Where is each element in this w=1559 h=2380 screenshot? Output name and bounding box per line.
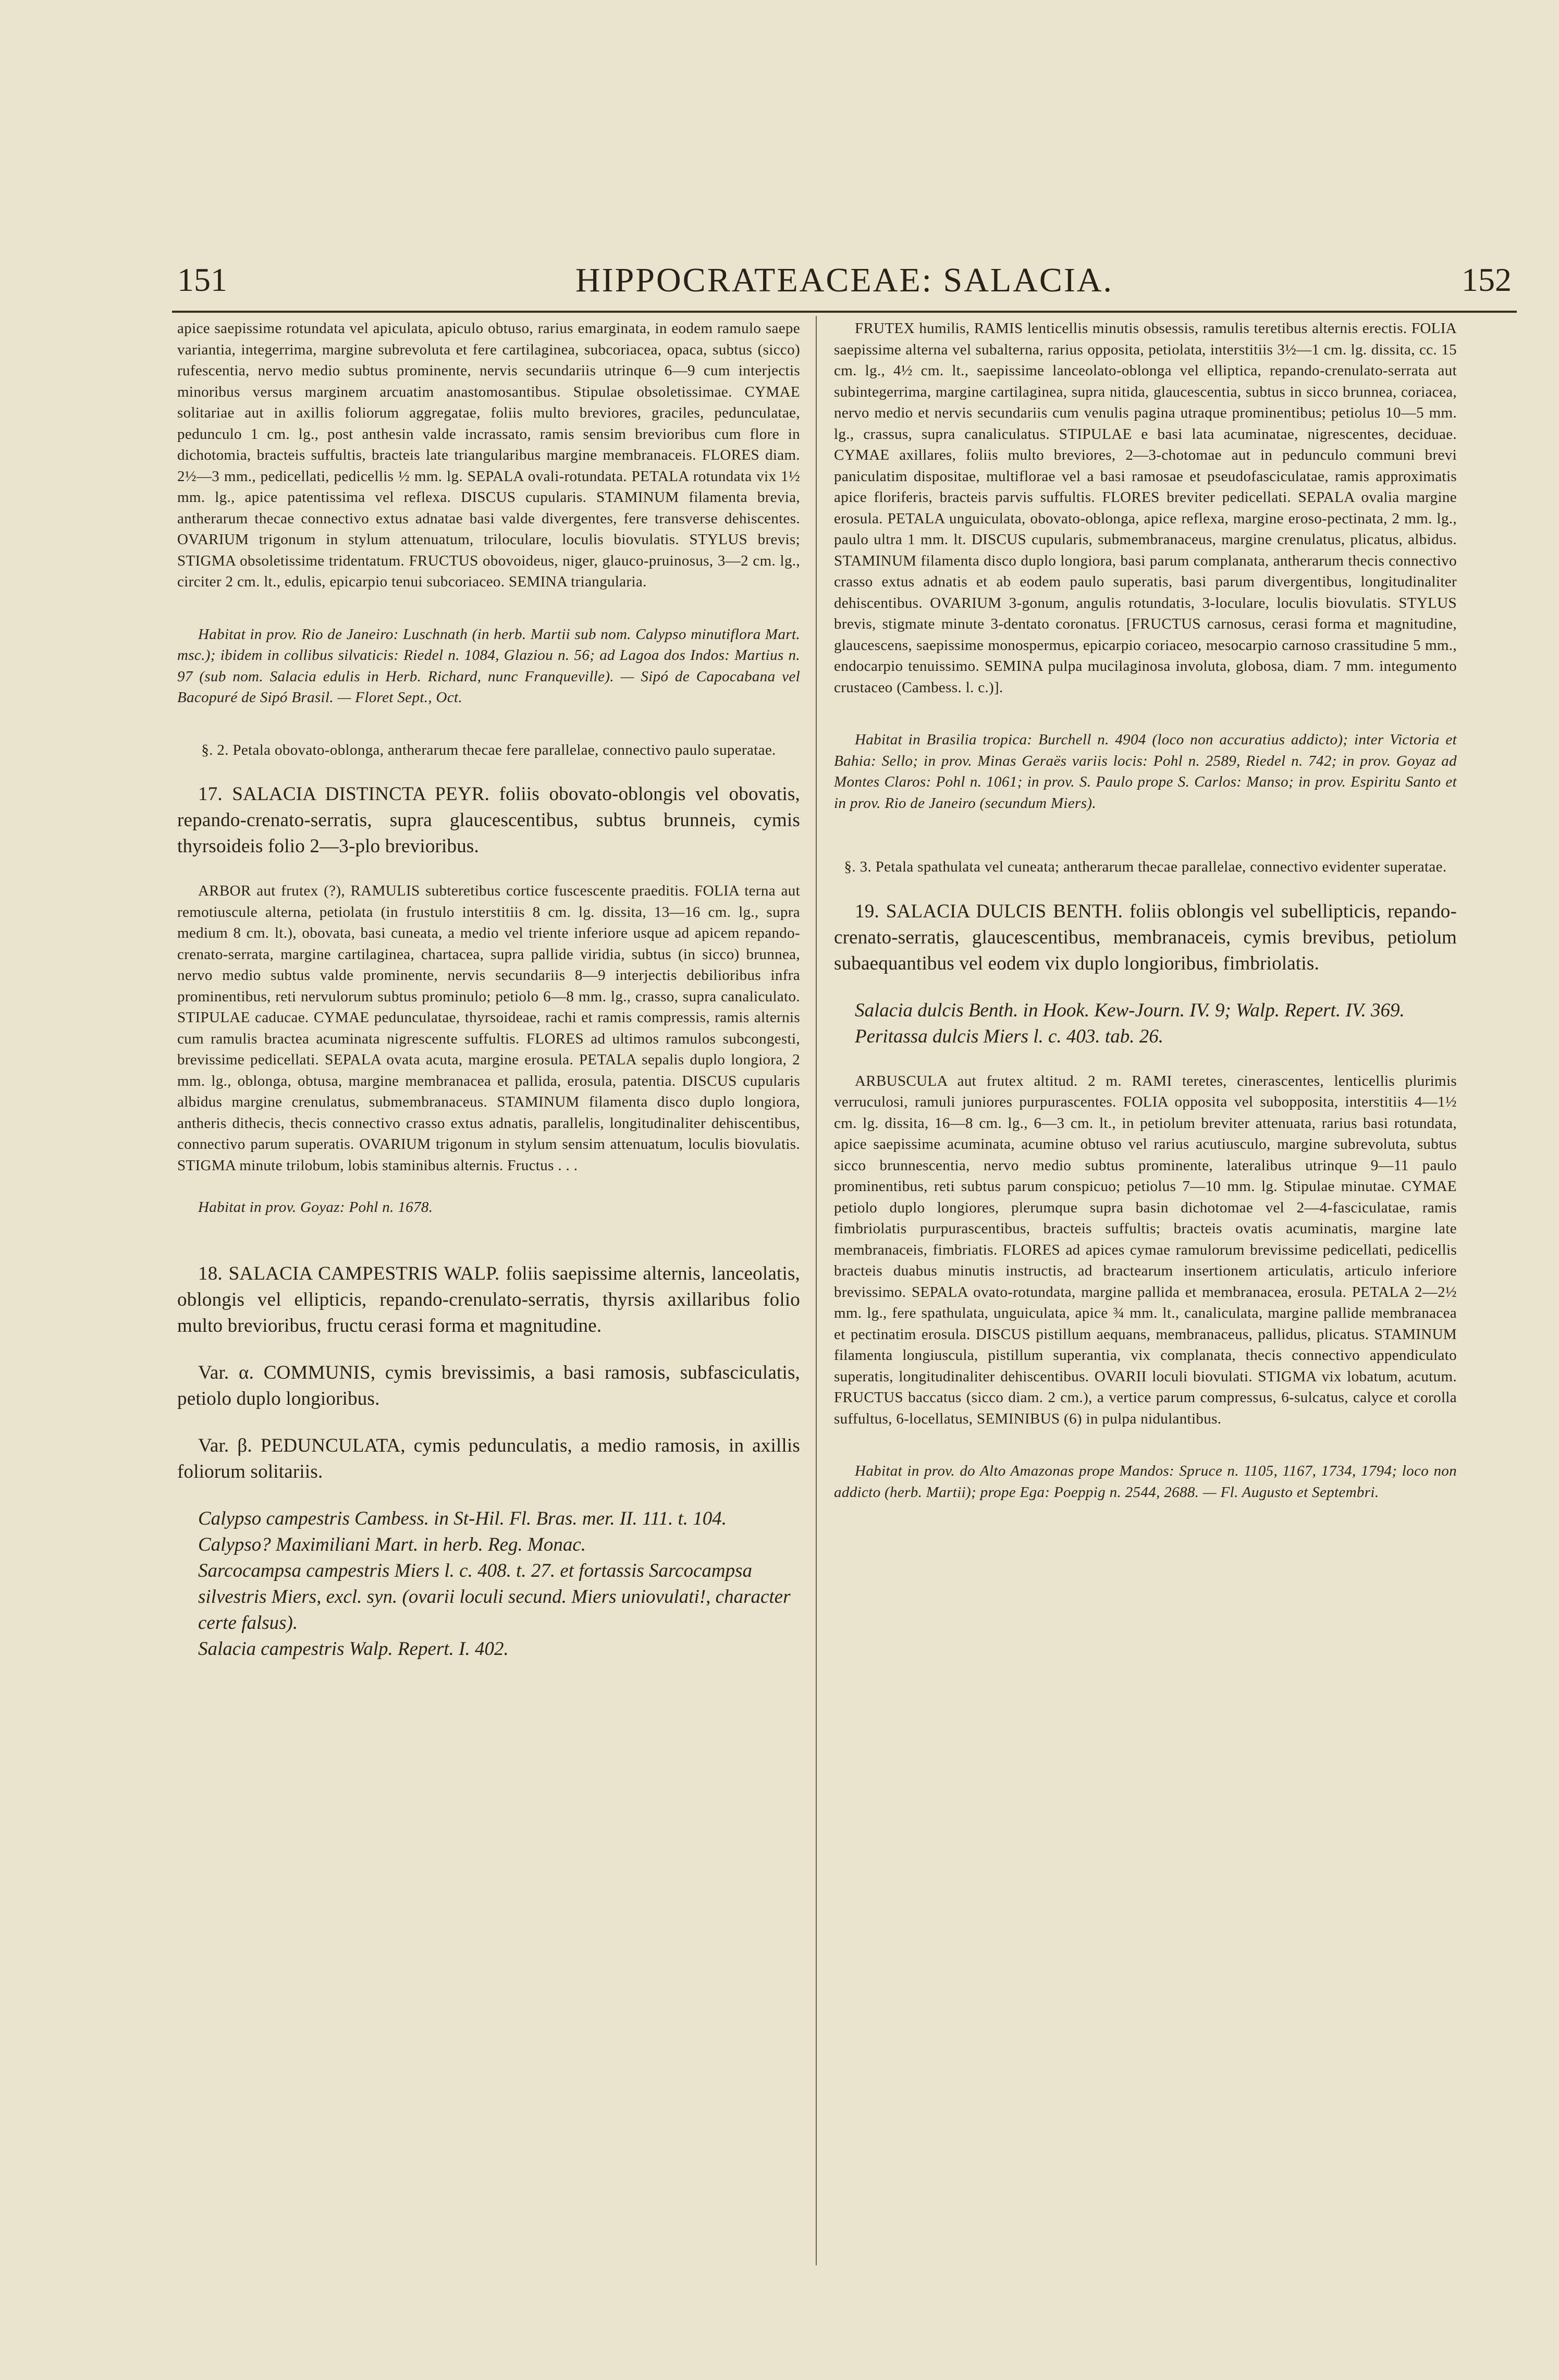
synonym-line: Calypso campestris Cambess. in St-Hil. Fl. Bras. mer. II. 111. t. 104. <box>198 1507 727 1529</box>
variety-alpha: Var. α. COMMUNIS, cymis brevissimis, a basi ramosis, subfasciculatis, petiolo duplo longioribus. <box>177 1361 800 1409</box>
section-heading-3: §. 3. Petala spathulata vel cuneata; antherarum thecae parallelae, connectivo evidenter superatae. <box>844 858 1447 875</box>
section-heading-2: §. 2. Petala obovato-oblonga, antherarum thecae fere parallelae, connectivo paulo superatae. <box>201 741 776 758</box>
left-column <box>177 318 800 1662</box>
page-header <box>177 261 1512 302</box>
paragraph-description-continued: apice saepissime rotundata vel apiculata, apiculo obtuso, rarius emarginata, in eodem ramulo saepe variantia, integerrima, margine subrevoluta et fere cartilaginea, subcoriacea, opaca, subtus (sicco) rufescentia, nervo medio subtus prominente, nervis secundariis utrinque 6—9 cum interjectis minoribus versus marginem arcuatim anastomosantibus. Stipulae obsoletissimae. CYMAE solitariae aut in axillis foliorum aggregatae, foliis multo breviores, graciles, pedunculatae, pedunculo 1 cm. lg., post anthesin valde incrassato, ramis sensim brevioribus cum flore in dichotomia, bracteis suffultis, bracteis late triangularibus margine membranaceis. FLORES diam. 2½—3 mm., pedicellati, pedicellis ½ mm. lg. SEPALA ovali-rotundata. PETALA rotundata vix 1½ mm. lg., apice patentissima vel reflexa. DISCUS cupularis. STAMINUM filamenta brevia, antherarum thecae connectivo extus adnatae basi valde divergentes, fere transverse dehiscentes. OVARIUM trigonum in stylum attenuatum, triloculare, loculis biovulatis. STYLUS brevis; STIGMA obsoletissime tridentatum. FRUCTUS obovoideus, niger, glauco-pruinosus, 3—2 cm. lg., circiter 2 cm. lt., edulis, epicarpio tenui subcoriaceo. SEMINA triangularia. <box>177 320 800 590</box>
page-number-left: 151 <box>177 261 227 298</box>
synonym-line: Calypso? Maximiliani Mart. in herb. Reg. Monac. <box>198 1533 586 1555</box>
page-number-right: 152 <box>1462 261 1512 298</box>
synonym-line: Sarcocampsa campestris Miers l. c. 408. t. 27. et fortassis Sarcocampsa silvestris Miers, excl. syn. (ovarii loculi secund. Miers uniovulati!, character certe falsus). <box>198 1560 791 1634</box>
habitat-paragraph: Habitat in prov. Rio de Janeiro: Luschnath (in herb. Martii sub nom. Calypso minutiflora Mart. msc.); ibidem in collibus silvaticis: Riedel n. 1084, Glaziou n. 56; ad Lagoa dos Indos: Martius n. 97 (sub nom. Salacia edulis in Herb. Richard, nunc Franqueville). — Sipó de Capocabana vel Bacopuré de Sipó Brasil. — Floret Sept., Oct. <box>177 625 800 706</box>
synonym-line: Salacia dulcis Benth. in Hook. Kew-Journ. IV. 9; Walp. Repert. IV. 369. <box>855 999 1405 1021</box>
header-rule <box>172 311 1517 313</box>
species-17-description: ARBOR aut frutex (?), RAMULIS subteretibus cortice fuscescente praeditis. FOLIA terna aut remotiuscule alterna, petiolata (in frustulo interstitiis 8 cm. lg. dissita, 13—16 cm. lg., supra medium 8 cm. lt.), obovata, basi cuneata, a medio vel triente inferiore usque ad apicem repando-crenato-serrata, margine cartilaginea, chartacea, supra pallide viridia, subtus (in sicco) brunnea, nervo medio subtus valde prominente, nervis secundariis 8—9 interjectis debilioribus infra prominentibus, reti nervulorum subtus prominulo; petiolo 6—8 mm. lg., crasso, supra canaliculato. STIPULAE caducae. CYMAE pedunculatae, thyrsoideae, rachi et ramis compressis, ramis alternis cum ramulis bractea acuminata nigrescente suffultis. FLORES ad ultimos ramulos subcongesti, brevissime pedicellati. SEPALA ovata acuta, margine erosula. PETALA sepalis duplo longiora, 2 mm. lg., oblonga, obtusa, margine membranacea et pallida, erosula, patentia. DISCUS cupularis albidus margine crenulatus, submembranaceus. STAMINUM filamenta disco duplo longiora, antheris dithecis, thecis connectivo crasso extus adnatis, parallelis, longitudinaliter dehiscentibus, connectivo parum superatis. OVARIUM trigonum in stylum sensim attenuatum, loculis biovulatis. STIGMA minute trilobum, lobis staminibus alternis. Fructus . . . <box>177 882 800 1174</box>
species-17-habitat: Habitat in prov. Goyaz: Pohl n. 1678. <box>198 1199 433 1216</box>
column-divider <box>816 316 817 2265</box>
species-18-habitat: Habitat in Brasilia tropica: Burchell n. 4904 (loco non accuratius addicto); inter Victoria et Bahia: Sello; in prov. Minas Geraës variis locis: Pohl n. 2589, Riedel n. 742; in prov. Goyaz ad Montes Claros: Pohl n. 1061; in prov. S. Paulo prope S. Carlos: Manso; in prov. Espiritu Santo et in prov. Rio de Janeiro (secundum Miers). <box>834 731 1457 812</box>
species-19-description: ARBUSCULA aut frutex altitud. 2 m. RAMI teretes, cinerascentes, lenticellis plurimis verruculosi, ramuli juniores purpurascentes. FOLIA opposita vel subopposita, interstitiis 4—1½ cm. lg. dissita, 16—8 cm. lg., 6—3 cm. lt., in petiolum breviter attenuata, rarius basi rotundata, apice saepissime acuminata, acumine obtuso vel rarius acutiusculo, margine subrevoluta, subtus sicco brunnescentia, nervo medio subtus prominente, lateralibus utrinque 9—11 paulo prominentibus, reti subtus parum conspicuo; petiolus 7—10 mm. lg. Stipulae minutae. CYMAE petiolo duplo longiores, plerumque supra basin dichotomae vel 2—4-fasciculatae, ramis fimbriolatis purpurascentibus, bracteis suffultis; bracteis ovatis acuminatis, margine late membranaceis, fimbriatis. FLORES ad apices cymae ramulorum brevissime pedicellati, pedicellis bracteis duabus minutis instructis, ad bractearum insertionem articulatis, articulo inferiore brevissimo. SEPALA ovato-rotundata, margine pallida et membranacea, erosula. PETALA 2—2½ mm. lg., fere spathulata, unguiculata, apice ¾ mm. lt., canaliculata, margine pallide membranacea et pectinatim erosula. DISCUS pistillum aequans, membranaceus, pallidus, plicatus. STAMINUM filamenta longiuscula, pistillum superantia, vix complanata, thecis connectivo appendiculato superatis, longitudinaliter dehiscentibus. OVARII loculi biovulati. STIGMA vix lobatum, acutum. FRUCTUS baccatus (sicco diam. 2 cm.), a vertice parum compressus, 6-sulcatus, calyce et corolla suffultus, 6-locellatus, SEMINIBUS (6) in pulpa nidulantibus. <box>834 1072 1457 1427</box>
species-17-diagnosis: 17. SALACIA DISTINCTA PEYR. foliis obovato-oblongis vel obovatis, repando-crenato-serratis, supra glaucescentibus, subtus brunneis, cymis thyrsoideis folio 2—3-plo brevioribus. <box>177 783 800 857</box>
variety-beta: Var. β. PEDUNCULATA, cymis pedunculatis, a medio ramosis, in axillis foliorum solitariis. <box>177 1434 800 1482</box>
species-18-description: FRUTEX humilis, RAMIS lenticellis minutis obsessis, ramulis teretibus alternis erectis. FOLIA saepissime alterna vel subalterna, rarius opposita, petiolata, interstitiis 3½—1 cm. lg. dissita, cc. 15 cm. lg., 4½ cm. lt., saepissime lanceolato-oblonga vel elliptica, repando-crenulato-serrata aut subintegerrima, margine cartilaginea, supra nitida, glaucescentia, subtus in sicco brunnea, coriacea, nervo medio et nervis secundariis cum venulis pagina utraque prominentibus; petiolus 10—5 mm. lg., crassus, supra canaliculatus. STIPULAE e basi lata acuminatae, nigrescentes, deciduae. CYMAE axillares, foliis multo breviores, 2—3-chotomae aut in pedunculo communi brevi paniculatim dispositae, multiflorae vel a basi ramosae et pseudofasciculatae, ramis approximatis apice floriferis, bracteis parvis suffultis. FLORES breviter pedicellati. SEPALA ovalia margine erosula. PETALA unguiculata, obovato-oblonga, apice reflexa, margine eroso-pectinata, 2 mm. lg., paulo ultra 1 mm. lt. DISCUS cupularis, submembranaceus, margine crenulatus, plicatus, albidus. STAMINUM filamenta disco duplo longiora, basi parum complanata, antherarum thecis connectivo crasso extus adnatis et ab eodem paulo superatis, basi parum divergentibus, longitudinaliter dehiscentibus. OVARIUM 3-gonum, angulis rotundatis, 3-loculare, loculis biovulatis. STYLUS brevis, stigmate minute 3-dentato coronatus. [FRUCTUS carnosus, cerasi forma et magnitudine, glaucescens, saepissime monospermus, epicarpio coriaceo, mesocarpio carnoso crassitudine 5 mm., endocarpio tenuissimo. SEMINA pulpa mucilaginosa involuta, globosa, diam. 7 mm. integumento crustaceo (Cambess. l. c.)]. <box>834 320 1457 696</box>
right-column <box>834 318 1457 1503</box>
synonym-line: Salacia campestris Walp. Repert. I. 402. <box>198 1638 509 1660</box>
species-19-habitat: Habitat in prov. do Alto Amazonas prope Mandos: Spruce n. 1105, 1167, 1734, 1794; loco non addicto (herb. Martii); prope Ega: Poeppig n. 2544, 2688. — Fl. Augusto et Septembri. <box>834 1463 1457 1501</box>
running-title: HIPPOCRATEACEAE: SALACIA. <box>575 261 1114 299</box>
species-18-diagnosis: 18. SALACIA CAMPESTRIS WALP. foliis saepissime alternis, lanceolatis, oblongis vel ellipticis, repando-crenulato-serratis, thyrsis axillaribus folio multo brevioribus, fructu cerasi forma et magnitudine. <box>177 1262 800 1336</box>
synonym-line: Peritassa dulcis Miers l. c. 403. tab. 26. <box>855 1025 1163 1047</box>
species-19-diagnosis: 19. SALACIA DULCIS BENTH. foliis oblongis vel subellipticis, repando-crenato-serratis, glaucescentibus, membranaceis, cymis brevibus, petiolum subaequantibus vel eodem vix duplo longioribus, fimbriolatis. <box>834 900 1457 974</box>
